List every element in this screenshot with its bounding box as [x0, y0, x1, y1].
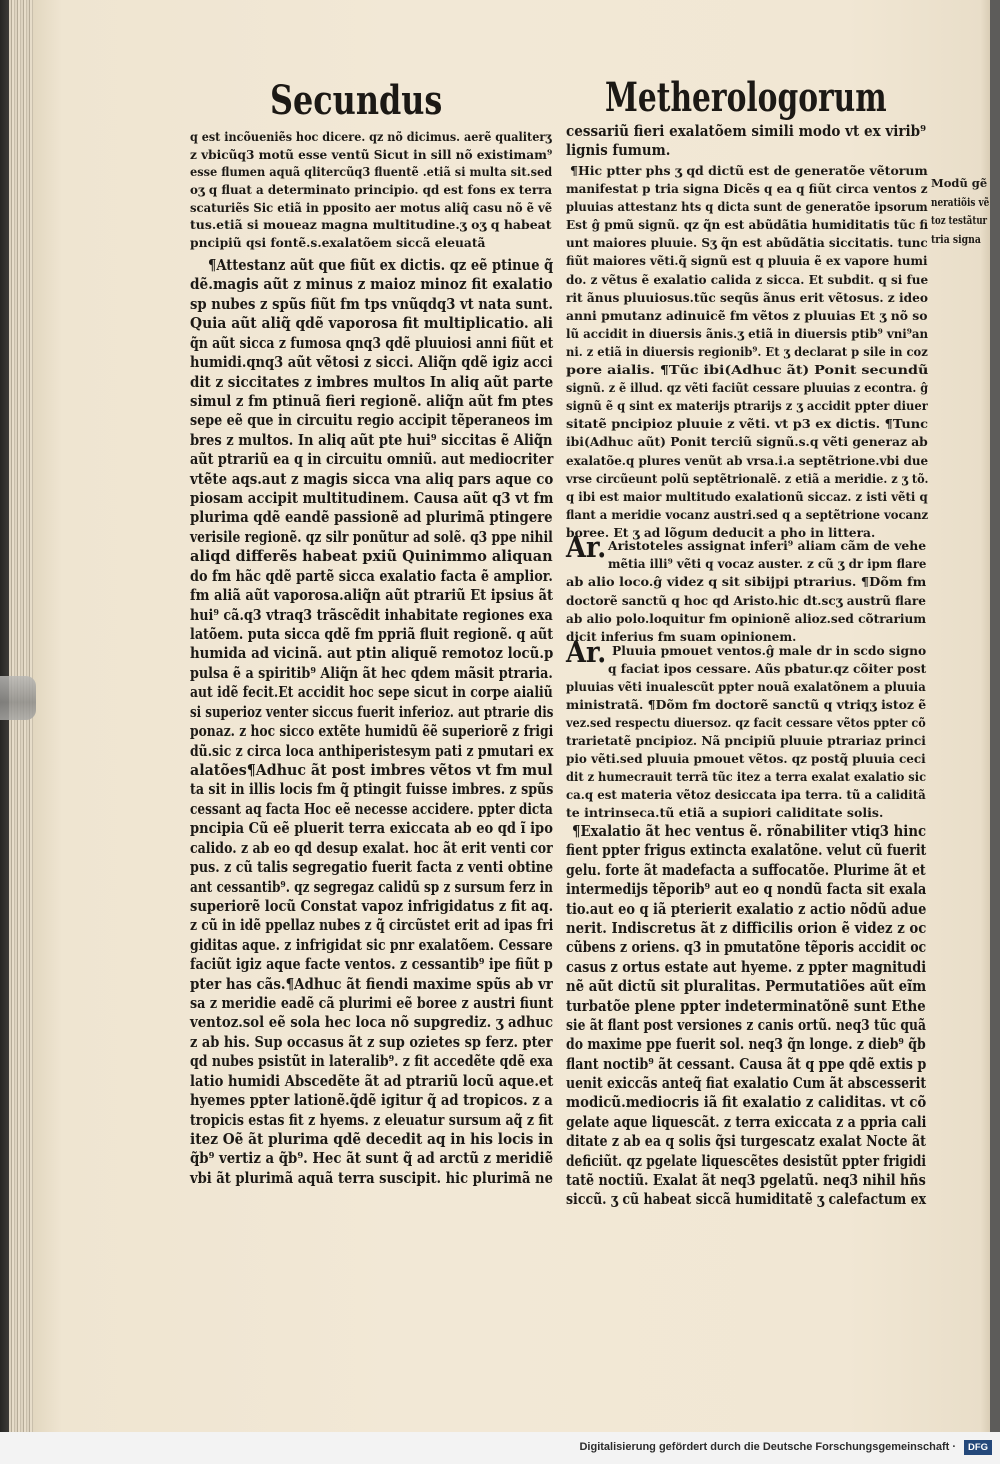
text-row	[190, 1149, 553, 1168]
text-row	[566, 1190, 926, 1209]
page-clip	[0, 676, 36, 720]
text-row	[190, 1072, 553, 1091]
text-line: latõem. puta sicca qdẽ fm ppriã fluit regionẽ. q aũt	[190, 625, 554, 644]
text-row	[190, 353, 553, 372]
text-line: q est incõueniẽs hoc dicere. qz nõ dicimus. aerẽ qualiterʒ	[190, 129, 552, 144]
text-row	[566, 1152, 926, 1171]
text-row	[566, 397, 928, 415]
note-initial: Ar.	[566, 530, 607, 564]
text-row	[190, 1052, 553, 1071]
text-row	[190, 411, 553, 430]
text-row	[566, 768, 926, 786]
text-line: deficiũt. qz pgelate liquescẽtes desistũt ppter frigidi	[566, 1151, 927, 1170]
text-row	[190, 878, 553, 897]
text-row	[190, 664, 553, 683]
text-row	[566, 804, 883, 822]
text-line: Pluuia pmouet ventos.ĝ male dr in scdo signo	[612, 643, 927, 658]
text-line: intermedijs tẽporib⁹ aut eo q nondũ facta sit exala	[566, 880, 927, 899]
text-line: flant a meridie vocanz austri.sed q a septẽtrione vocanz	[566, 506, 929, 522]
text-line: cessariũ fieri exalatõem simili modo vt ex virib⁹	[566, 122, 927, 140]
text-line: do fm hãc qdẽ partẽ sicca exalatio facta ẽ amplior.	[190, 566, 553, 585]
text-row	[612, 642, 926, 660]
text-line: ab alio loco.ĝ videz q sit sibijpi ptrarius. ¶Dõm fm	[566, 574, 927, 590]
text-row	[208, 256, 553, 275]
text-line: ditate z ab ea q solis q̃si turgescatz exalat Nocte ãt	[566, 1132, 926, 1151]
text-row	[566, 433, 928, 451]
text-row	[190, 199, 552, 217]
text-row	[190, 234, 485, 252]
text-line: faciũt igiz aque facte ventos. z cessantib⁹ ipe fiũt p	[190, 955, 553, 974]
text-row	[190, 470, 553, 489]
text-line: modicũ.mediocris iã fit exalatio z caliditas. vt cõ	[566, 1093, 927, 1112]
text-line: fient ppter frigus extincta exalatõne. velut cũ fuerit	[566, 841, 927, 860]
text-line: dit z siccitates z imbres multos In aliq aũt parte	[190, 372, 554, 391]
text-line: pncipia Cũ eẽ pluerit terra exiccata ab eo qd ĩ ipo	[190, 819, 553, 838]
text-row	[566, 452, 928, 470]
text-line: hyemes ppter lationẽ.q̃dẽ igitur q̃ ad tropicos. z a	[190, 1091, 553, 1110]
text-row	[566, 592, 926, 610]
text-row	[566, 1113, 926, 1132]
text-line: siccũ. ʒ cũ habeat siccã humiditatẽ ʒ calefactum ex	[566, 1190, 927, 1209]
text-line: Aristoteles assignat inferi⁹ aliam cãm de vehe	[608, 538, 927, 553]
text-line: ponaz. z hoc sicco extẽte humidũ ẽẽ superiorẽ z frigi	[190, 722, 554, 741]
text-line: ant cessantib⁹. qz segregaz calidũ sp z sursum ferz in	[190, 877, 553, 896]
text-line: pluuias attestanz hts q dicta sunt de generatõe ipsorum	[566, 199, 928, 215]
text-line: boree. Et ʒ ad lõgum deducit a pho in littera.	[566, 524, 876, 540]
text-row	[608, 555, 926, 573]
text-line: superiorẽ locũ Constat vapoz infrigidatus z fit aq.	[190, 896, 554, 915]
text-line: lignis fumum.	[566, 141, 671, 159]
text-row	[566, 714, 926, 732]
text-line: sie ãt flant post versiones z canis ortũ. neq3 tũc quã	[566, 1015, 926, 1034]
text-line: calido. z ab eo qd desup exalat. hoc ãt erit venti cor	[190, 838, 553, 857]
margin-note	[931, 174, 989, 248]
text-line: z ab his. Sup occasus ãt z sup ozietes sp ferz. pter	[190, 1032, 553, 1051]
text-line: plurima qdẽ eandẽ passionẽ ad plurimã ptingere	[190, 508, 553, 527]
text-line: dicit inferius fm suam opinionem.	[566, 628, 797, 644]
text-line: do. z vẽtus ẽ exalatio calida z sicca. Et subdit. q si fue	[566, 271, 929, 287]
text-row	[190, 839, 553, 858]
text-row	[931, 230, 981, 249]
text-row	[190, 606, 553, 625]
text-row	[190, 528, 553, 547]
text-line: ta sit in illis locis fm q̃ ptingit fuisse imbres. z spũs	[190, 780, 554, 799]
text-line: sa z meridie eadẽ cã plurimi eẽ boree z austri fiunt	[190, 994, 554, 1013]
text-row	[566, 361, 928, 379]
text-line: itez Oẽ ãt plurima qdẽ decedit aq in his locis in	[190, 1129, 554, 1148]
text-line: pter has cãs.¶Adhuc ãt fiendi maxime spũs ab vr	[190, 974, 553, 993]
text-row	[190, 295, 553, 314]
text-row	[566, 1016, 926, 1035]
text-row	[931, 193, 989, 212]
text-line: humidi.qnq3 aũt vẽtosi z sicci. Aliq̃n qdẽ igiz acci	[190, 353, 553, 372]
text-row	[190, 800, 553, 819]
text-line: signũ. z ẽ illud. qz vẽti faciũt cessare pluuias z econtra. ĝ	[566, 380, 929, 396]
text-line: latio humidi Abscedẽte ãt ad ptrariũ locũ aque.et	[190, 1071, 554, 1090]
text-row	[190, 314, 553, 333]
page-title-right: Metherologorum	[605, 74, 887, 121]
text-row	[570, 162, 928, 180]
left-commentary-block	[190, 128, 552, 252]
text-line: q faciat ipos cessare. Aũs pbatur.qz cõiter post	[608, 661, 927, 676]
text-line: manifestat p tria signa Dicẽs q ea q fiũt circa ventos z	[566, 181, 928, 197]
text-line: si superioz venter siccus fuerit inferioz. aut ptrarie dis	[190, 702, 554, 721]
text-row	[566, 234, 928, 252]
text-line: rit ãnus pluuiosus.tũc seqũs ãnus erit vẽtosus. z ideo	[566, 289, 928, 305]
text-row	[931, 211, 987, 230]
text-row	[566, 678, 926, 696]
text-row	[572, 822, 926, 841]
title-row	[270, 78, 442, 124]
text-line: z vbicũq3 motũ esse ventũ Sicut in sill nõ existimam⁹	[190, 146, 553, 162]
text-row	[190, 1169, 553, 1188]
text-row	[566, 1132, 926, 1151]
text-row	[566, 325, 928, 343]
text-line: toz testãtur	[931, 213, 988, 227]
digitization-footer	[0, 1432, 1000, 1464]
text-line: exalatõe.q plures venũt ab vrsa.i.a septẽtrione.vbi due	[566, 452, 929, 468]
text-line: trarietatẽ pncipioz. Nã pncipiũ pluuie ptrariaz princi	[566, 733, 926, 748]
text-line: cessant aq facta Hoc eẽ necesse accidere. ppter dicta	[190, 799, 553, 818]
text-row	[190, 163, 552, 181]
text-line: mẽtia illi⁹ vẽti q vocaz auster. z cũ ʒ dr ipm flare	[608, 556, 927, 572]
text-row	[190, 128, 552, 146]
text-row	[566, 958, 926, 977]
text-line: sepe eẽ que in circuitu regio accipit tẽperaneos im	[190, 411, 553, 430]
text-line: oʒ q fluat a determinato principio. qd est fons ex terra	[190, 182, 553, 198]
text-row	[566, 379, 928, 397]
text-line: alatões¶Adhuc ãt post imbres vẽtos vt fm mul	[190, 760, 553, 779]
text-line: cũbens z oriens. q3 in pmutatõne tẽporis accidit oc	[566, 938, 927, 957]
text-line: ab alio polo.loquitur fm opinionẽ alioz.sed cõtrarium	[566, 610, 927, 626]
text-line: qd nubes psistũt in lateralib⁹. z fit accedẽte qdẽ exa	[190, 1052, 554, 1071]
text-row	[190, 1111, 553, 1130]
text-line: do maxime ppe fuerit sol. neq3 q̃n longe. z dieb⁹ q̃b	[566, 1035, 926, 1054]
text-row	[190, 216, 552, 234]
text-row	[566, 307, 928, 325]
text-row	[190, 819, 553, 838]
note-2-block	[566, 642, 926, 822]
text-row	[190, 742, 553, 761]
text-row	[608, 660, 926, 678]
text-line: dũ.sic z circa loca anthiperistesym pati z pmutari ex	[190, 741, 554, 760]
text-row	[190, 722, 553, 741]
note-initial: Ar.	[566, 635, 607, 669]
text-row	[566, 122, 926, 141]
text-line: ni. z etiã in diuersis regionib⁹. Et ʒ declarat p sile in coz	[566, 343, 928, 359]
text-row	[190, 275, 553, 294]
text-row	[190, 146, 552, 164]
text-row	[190, 975, 553, 994]
text-line: scaturiẽs Sic etiã in pposito aer motus aliq̃ casu nõ ẽ vẽ	[190, 199, 553, 215]
note-1-block	[566, 537, 926, 646]
text-line: bres z multos. In aliq aũt pte hui⁹ siccitas ẽ Aliq̃n	[190, 430, 553, 449]
text-line: vrse circũeunt polũ septẽtrionalẽ. z etiã a meridie. z ʒ tõ.	[566, 470, 929, 486]
text-line: fiũt maiores vẽti.q̃ signũ est q pluuia ẽ ex vapore humi	[566, 253, 928, 269]
text-row	[566, 470, 928, 488]
text-row	[566, 997, 926, 1016]
text-row	[190, 1033, 553, 1052]
text-line: pus. z cũ talis segregatio fuerit facta z venti obtine	[190, 858, 554, 877]
text-row	[190, 450, 553, 469]
text-line: Est ĝ pmũ signũ. qz q̃n est abũdãtia humiditatis tũc fi	[566, 217, 929, 233]
text-line: aut idẽ fecit.Et accidit hoc sepe sicut in corpe aialiũ	[190, 683, 553, 702]
text-row	[190, 761, 553, 780]
text-row	[566, 1055, 926, 1074]
text-row	[190, 683, 553, 702]
running-head-left	[270, 78, 442, 124]
text-line: pio vẽti.sed pluuia pmouet vẽtos. qz postq̃ pluuia ceci	[566, 751, 926, 766]
text-row	[566, 289, 928, 307]
text-row	[190, 334, 553, 353]
text-row	[190, 858, 553, 877]
text-line: ¶Attestanz aũt que fiũt ex dictis. qz eẽ ptinue q̃	[208, 256, 554, 274]
text-row	[566, 180, 928, 198]
text-line: tatẽ noctiũ. Exalat ãt neq3 pgelatũ. neq3 nihil hñs	[566, 1171, 926, 1190]
text-row	[566, 732, 926, 750]
text-row	[566, 1093, 926, 1112]
text-line: vtẽte aqs.aut z magis sicca vna aliq pars aque co	[190, 469, 554, 488]
text-row	[566, 415, 928, 433]
title-row	[605, 75, 887, 121]
text-row	[566, 919, 926, 938]
text-row	[190, 897, 553, 916]
text-row	[190, 1130, 553, 1149]
text-line: verisile regionẽ. qz silr ponũtur ad solẽ. q3 ppe nihil	[190, 527, 553, 546]
text-row	[190, 431, 553, 450]
text-line: ibi(Adhuc aũt) Ponit terciũ signũ.s.q vẽti generaz ab	[566, 434, 928, 450]
text-row	[566, 573, 926, 591]
text-row	[566, 900, 926, 919]
text-row	[190, 586, 553, 605]
text-line: unt maiores pluuie. Sʒ q̃n est abũdãtia siccitatis. tunc	[566, 235, 928, 251]
text-row	[566, 216, 928, 234]
text-row	[566, 141, 670, 160]
text-row	[931, 174, 987, 193]
text-line: doctorẽ sanctũ q hoc qd Aristo.hic dt.scʒ austrũ flare	[566, 592, 926, 608]
text-row	[566, 252, 928, 270]
text-line: Modũ gẽ	[931, 176, 988, 190]
text-line: sp nubes z spũs fiũt fm tps vnũqdq3 vt nata sunt.	[190, 294, 553, 313]
text-line: uenit exiccãs anteq̃ fiat exalatio Cum ãt abscesserit	[566, 1074, 927, 1093]
text-line: ¶Hic ptter phs ʒ qd dictũ est de generatõe vẽtorum	[570, 163, 928, 178]
text-line: hui⁹ cã.q3 vtraq3 trãscẽdit inhabitate regiones exa	[190, 605, 553, 624]
text-line: gelate aque liquescãt. z terra exiccata z a ppria cali	[566, 1112, 927, 1131]
text-line: dit z humecrauit terrã tũc itez a terra exalat exalatio sic	[566, 769, 927, 784]
text-row	[566, 841, 926, 860]
text-line: anni pmutanz adinuicẽ fm vẽtos z pluuias Et ʒ nõ so	[566, 307, 928, 323]
text-line: neratiõis vẽ	[931, 194, 990, 209]
text-row	[566, 610, 926, 628]
text-line: lũ accidit in diuersis ãnis.ʒ etiã in diuersis ptib⁹ vni⁹an	[566, 325, 929, 341]
text-row	[566, 977, 926, 996]
text-line: nerit. Indiscretus ãt z difficilis orion ẽ videz z oc	[566, 918, 927, 937]
text-row	[566, 506, 928, 524]
text-line: ministratã. ¶Dõm fm doctorẽ sanctũ q vtriqʒ istoz ẽ	[566, 697, 927, 712]
right-top-text-block	[566, 122, 926, 160]
text-row	[190, 994, 553, 1013]
text-line: pncipiũ qsi fontẽ.s.exalatõem siccã eleuatã	[190, 235, 486, 251]
text-line: vbi ãt plurimã aquã terra suscipit. hic plurimã ne	[190, 1168, 553, 1187]
text-row	[190, 547, 553, 566]
text-row	[566, 198, 928, 216]
text-line: giditas aque. z infrigidat sic pnr exalatõem. Cessare	[190, 935, 553, 954]
right-main-text-block	[566, 822, 926, 1210]
text-row	[190, 1091, 553, 1110]
text-line: pore aialis. ¶Tũc ibi(Adhuc ãt) Ponit secundũ	[566, 362, 929, 378]
text-row	[190, 181, 552, 199]
text-line: simul z fm ptinuã fieri regionẽ. aliq̃n aũt fm ptes	[190, 391, 554, 410]
text-row	[190, 955, 553, 974]
text-row	[566, 880, 926, 899]
text-row	[190, 567, 553, 586]
text-line: tio.aut eo q iã pterierit exalatio z actio nõdũ adue	[566, 899, 927, 918]
page-title-left: Secundus	[270, 77, 443, 124]
text-row	[190, 644, 553, 663]
text-row	[190, 392, 553, 411]
text-row	[190, 703, 553, 722]
text-line: q̃b⁹ vertiz a q̃b⁹. Hec ãt sunt q̃ ad arctũ z meridiẽ	[190, 1149, 554, 1168]
text-line: tropicis estas fit z hyems. z eleuatur sursum aq̃ z fit	[190, 1110, 554, 1129]
text-line: tus.etiã si moueaz magna multitudine.ʒ oʒ q habeat	[190, 217, 552, 233]
text-line: ventoz.sol eẽ sola hec loca nõ supgrediz. ʒ adhuc	[190, 1013, 554, 1032]
text-line: sitatẽ pncipioz pluuie z vẽti. vt p3 ex dictis. ¶Tunc	[566, 416, 929, 432]
text-row	[566, 271, 928, 289]
text-line: dẽ.magis aũt z minus z maioz minoz fit exalatio	[190, 275, 553, 294]
text-line: aũt ptrariũ ea q in circuitu omniũ. aut mediocriter	[190, 450, 554, 469]
text-row	[566, 488, 928, 506]
funding-credit: Digitalisierung gefördert durch die Deutsche Forschungsgemeinschaft ·	[579, 1441, 956, 1453]
text-row	[566, 938, 926, 957]
dfg-logo-icon: DFG	[964, 1440, 992, 1455]
text-line: ¶Exalatio ãt hec ventus ẽ. rõnabiliter vtiq3 hinc	[572, 822, 927, 840]
text-line: pluuias vẽti inualescũt ppter nouã exalatõnem a pluuia	[566, 679, 926, 694]
text-line: humida ad vicinã. aut ptin aliquẽ remotoz locũ.p	[190, 644, 554, 663]
text-line: fm aliã aũt vaporosa.aliq̃n aũt ptrariũ Et ipsius ãt	[190, 586, 554, 605]
text-line: casus z ortus estate aut hyeme. z ppter magnitudi	[566, 957, 927, 976]
text-row	[566, 696, 926, 714]
text-row	[566, 750, 926, 768]
text-line: z cũ in idẽ ppellaz nubes z q̃ circũstet erit ad ipas fri	[190, 916, 554, 935]
text-row	[190, 780, 553, 799]
text-row	[566, 861, 926, 880]
text-line: aliqd differẽs habeat pxiũ Quinimmo aliquan	[190, 547, 553, 566]
left-main-text-block	[190, 256, 553, 1188]
text-row	[190, 916, 553, 935]
right-commentary-block	[566, 162, 928, 542]
text-row	[190, 508, 553, 527]
text-line: q ibi est maior multitudo exalationũ siccaz. z isti vẽti q	[566, 488, 928, 504]
text-row	[190, 489, 553, 508]
text-line: ca.q est materia vẽtoz desiccata ipa terra. tũ a caliditã	[566, 787, 926, 802]
text-row	[566, 1074, 926, 1093]
text-line: turbatõe plene ppter indeterminatõnẽ sunt Ethe	[566, 996, 926, 1015]
text-line: flant noctib⁹ ãt cessant. Causa ãt q ppe qdẽ extis p	[566, 1054, 927, 1073]
text-line: q̃n aũt sicca z fumosa qnq3 qdẽ pluuiosi anni fiũt et	[190, 333, 554, 352]
text-line: vez.sed respectu diuersoz. qz facit cessare vẽtos ppter cõ	[566, 715, 926, 730]
text-row	[190, 625, 553, 644]
text-row	[190, 1013, 553, 1032]
text-line: gelu. forte ãt madefacta a suffocatõe. Plurime ãt et	[566, 860, 926, 879]
text-row	[566, 343, 928, 361]
text-line: pulsa ẽ a spiritib⁹ Aliq̃n ãt hec qdem mãsit ptraria.	[190, 663, 553, 682]
text-line: tria signa	[931, 231, 981, 246]
text-row	[566, 1171, 926, 1190]
text-line: signũ ẽ q sint ex materijs ptrarijs z ʒ accidit ppter diuer	[566, 398, 928, 414]
text-line: nẽ aũt dictũ sit pluralitas. Permutatiões aũt eĩm	[566, 977, 927, 996]
running-head-right	[605, 75, 887, 121]
text-line: piosam accipit multitudinem. Causa aũt q3 vt fm	[190, 489, 554, 508]
text-row	[190, 373, 553, 392]
text-row	[190, 936, 553, 955]
text-row	[608, 537, 926, 555]
text-line: te intrinseca.tũ etiã a supiori caliditate solis.	[566, 805, 884, 820]
text-row	[566, 1035, 926, 1054]
text-line: esse flumen aquã qlitercũq3 fluentẽ .etiã si multa sit.sed	[190, 164, 553, 180]
text-line: Quia aũt aliq̃ qdẽ vaporosa fit multiplicatio. ali	[190, 314, 554, 333]
text-row	[566, 786, 926, 804]
